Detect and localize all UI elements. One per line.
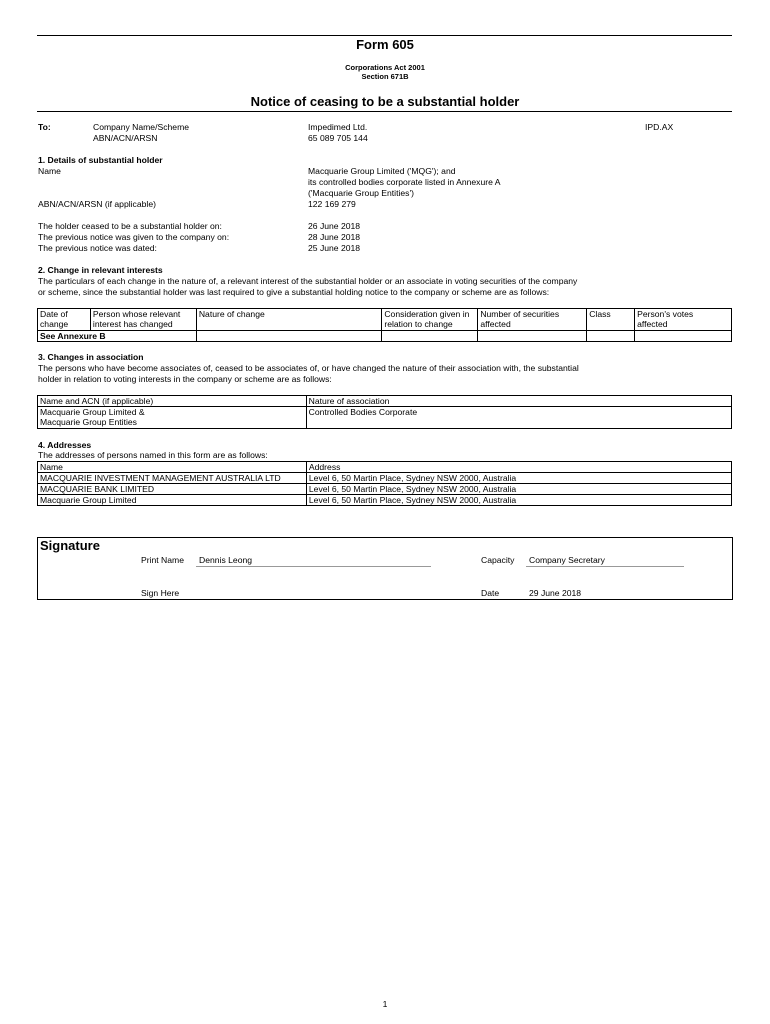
addresses-table xyxy=(37,461,732,506)
section2-text: The particulars of each change in the nature of, a relevant interest of the substantial holder or an associate in voting securities of the company xyxy=(38,276,578,286)
date-value: 29 June 2018 xyxy=(529,588,582,598)
address-value: Level 6, 50 Martin Place, Sydney NSW 2000, Australia xyxy=(306,473,731,484)
prev-given-date: 28 June 2018 xyxy=(308,232,361,242)
table-row xyxy=(38,495,732,506)
see-annexure-cell: See Annexure B xyxy=(38,331,197,342)
print-name-value: Dennis Leong xyxy=(199,555,253,565)
date-label: Date xyxy=(481,588,500,598)
address-value: Level 6, 50 Martin Place, Sydney NSW 2000, Australia xyxy=(306,484,731,495)
section4-heading: 4. Addresses xyxy=(38,440,92,450)
col-name: Name xyxy=(38,462,307,473)
section2-heading: 2. Change in relevant interests xyxy=(38,265,163,275)
change-table xyxy=(37,308,732,342)
section-ref: Section 671B xyxy=(361,72,409,81)
form-title: Form 605 xyxy=(356,37,414,52)
section1-heading: 1. Details of substantial holder xyxy=(38,155,163,165)
section2-text: or scheme, since the substantial holder was last required to give a substantial holding notice to the company or scheme are as follows: xyxy=(38,287,550,297)
act-title: Corporations Act 2001 xyxy=(345,63,425,72)
association-table-header xyxy=(38,396,732,407)
abn-value: 65 089 705 144 xyxy=(308,133,368,143)
prev-dated-date: 25 June 2018 xyxy=(308,243,361,253)
to-label: To: xyxy=(38,122,51,132)
address-value: Level 6, 50 Martin Place, Sydney NSW 2000, Australia xyxy=(306,495,731,506)
table-row xyxy=(38,484,732,495)
ceased-label: The holder ceased to be a substantial holder on: xyxy=(38,221,222,231)
company-name-label: Company Name/Scheme xyxy=(93,122,190,132)
holder-name-line: its controlled bodies corporate listed in Annexure A xyxy=(308,177,501,187)
address-name: Macquarie Group Limited xyxy=(38,495,307,506)
col-address: Address xyxy=(306,462,731,473)
holder-abn-label: ABN/ACN/ARSN (if applicable) xyxy=(38,199,156,209)
prev-dated-label: The previous notice was dated: xyxy=(38,243,157,253)
prev-given-label: The previous notice was given to the company on: xyxy=(38,232,230,242)
holder-name-line: ('Macquarie Group Entities') xyxy=(308,188,414,198)
assoc-name: Macquarie Group Limited & Macquarie Group Entities xyxy=(38,407,307,429)
holder-abn-value: 122 169 279 xyxy=(308,199,356,209)
notice-title: Notice of ceasing to be a substantial holder xyxy=(250,94,520,109)
table-row xyxy=(38,473,732,484)
address-name: MACQUARIE BANK LIMITED xyxy=(38,484,307,495)
section3-text: holder in relation to voting interests in the company or scheme are as follows: xyxy=(38,374,332,384)
address-name: MACQUARIE INVESTMENT MANAGEMENT AUSTRALIA LTD xyxy=(38,473,307,484)
col-date-of-change: Date of change xyxy=(38,309,91,331)
company-name-value: Impedimed Ltd. xyxy=(308,122,368,132)
association-table xyxy=(37,395,732,429)
capacity-label: Capacity xyxy=(481,555,515,565)
section3-heading: 3. Changes in association xyxy=(38,352,144,362)
print-name-line xyxy=(196,566,431,567)
abn-label: ABN/ACN/ARSN xyxy=(93,133,158,143)
col-consideration: Consideration given in relation to change xyxy=(382,309,478,331)
addresses-table-header xyxy=(38,462,732,473)
col-person: Person whose relevant interest has changed xyxy=(90,309,196,331)
signature-heading: Signature xyxy=(40,538,100,553)
title-rule xyxy=(37,111,732,112)
section4-text: The addresses of persons named in this form are as follows: xyxy=(38,450,268,460)
ceased-date: 26 June 2018 xyxy=(308,221,361,231)
table-row xyxy=(38,331,732,342)
sign-here-label: Sign Here xyxy=(141,588,180,598)
section3-text: The persons who have become associates of, ceased to be associates of, or have changed the nature of their association with, the substantial xyxy=(38,363,579,373)
capacity-value: Company Secretary xyxy=(529,555,605,565)
change-table-header xyxy=(38,309,732,331)
holder-name-label: Name xyxy=(38,166,61,176)
col-class: Class xyxy=(587,309,635,331)
capacity-line xyxy=(526,566,684,567)
print-name-label: Print Name xyxy=(141,555,184,565)
assoc-nature: Controlled Bodies Corporate xyxy=(306,407,731,429)
col-name-acn: Name and ACN (if applicable) xyxy=(38,396,307,407)
col-nature: Nature of change xyxy=(196,309,382,331)
col-securities: Number of securities affected xyxy=(478,309,587,331)
page-number: 1 xyxy=(382,999,388,1009)
col-nature-assoc: Nature of association xyxy=(306,396,731,407)
table-row xyxy=(38,407,732,429)
ticker-code: IPD.AX xyxy=(645,122,674,132)
top-rule xyxy=(37,35,732,36)
col-votes: Person's votes affected xyxy=(635,309,732,331)
holder-name-line: Macquarie Group Limited ('MQG'); and xyxy=(308,166,456,176)
